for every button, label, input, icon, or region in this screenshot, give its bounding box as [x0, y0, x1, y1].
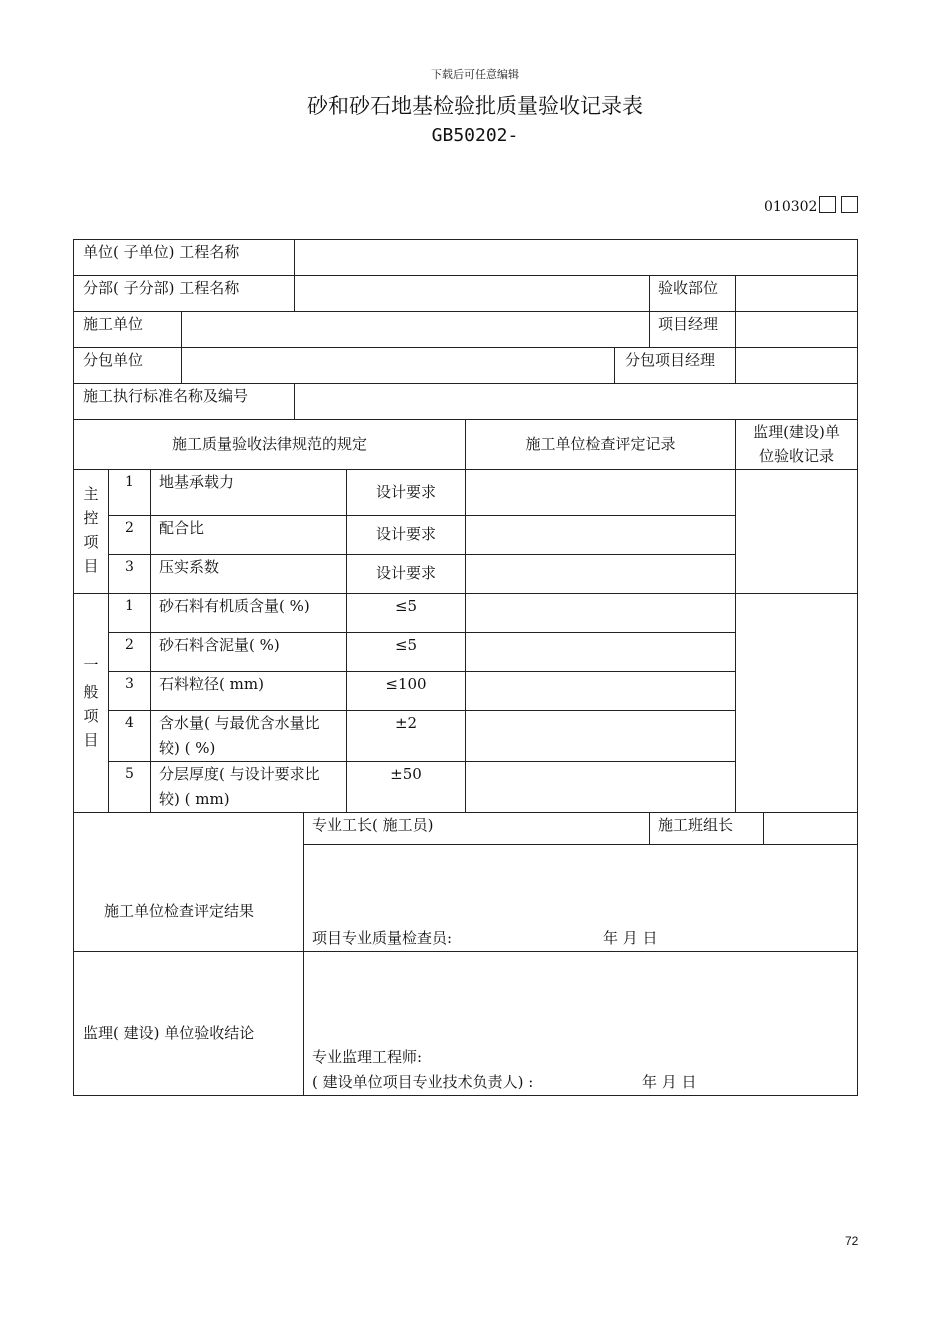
main-items-group-char: 目 [83, 557, 99, 575]
team-leader-label: 施工班组长 [658, 816, 734, 834]
team-leader-field[interactable] [764, 813, 857, 844]
general-item-number: 1 [125, 598, 134, 614]
general-item-name-line2: 较) ( %) [159, 739, 216, 757]
construction-result-label: 施工单位检查评定结果 [104, 902, 255, 920]
main-item-number: 3 [125, 559, 134, 575]
supervision-conclusion-label: 监理( 建设) 单位验收结论 [83, 1024, 255, 1042]
construction-unit-field[interactable] [182, 312, 649, 347]
regulation-column-header: 施工质量验收法律规范的规定 [171, 435, 367, 453]
general-item-requirement: ≤5 [394, 597, 418, 615]
standard-name-label: 施工执行标准名称及编号 [83, 387, 249, 405]
general-item-number: 3 [125, 676, 134, 692]
form-code: 010302 [764, 199, 818, 215]
general-item-name-line2: 较) ( mm) [159, 790, 230, 808]
main-item-number: 2 [125, 520, 134, 536]
owner-tech-lead-label: ( 建设单位项目专业技术负责人) : [312, 1073, 534, 1091]
general-item-number: 5 [125, 766, 134, 782]
main-item-name: 地基承载力 [159, 473, 235, 491]
acceptance-part-field[interactable] [736, 276, 857, 311]
main-item-number: 1 [125, 474, 134, 490]
general-item-requirement: ±2 [394, 714, 418, 732]
general-item-requirement: ≤5 [394, 636, 418, 654]
main-item-requirement: 设计要求 [375, 564, 436, 582]
acceptance-part-label: 验收部位 [658, 279, 719, 297]
general-item-name-line1: 含水量( 与最优含水量比 [159, 714, 320, 732]
general-item-name: 砂石料有机质含量( %) [159, 597, 310, 615]
general-items-group-char: 项 [83, 707, 99, 725]
main-item-name: 压实系数 [159, 558, 220, 576]
subcontract-manager-field[interactable] [736, 348, 857, 383]
subcontract-manager-label: 分包项目经理 [625, 351, 716, 369]
quality-inspector-label: 项目专业质量检查员: [312, 929, 453, 947]
main-item-requirement: 设计要求 [375, 483, 436, 501]
form-code-box-1[interactable] [819, 196, 836, 213]
general-item-name-line1: 分层厚度( 与设计要求比 [159, 765, 320, 783]
construction-check-column-header: 施工单位检查评定记录 [525, 435, 676, 453]
edit-note: 下载后可任意编辑 [431, 68, 519, 81]
construction-unit-label: 施工单位 [83, 315, 144, 333]
document-title: 砂和砂石地基检验批质量验收记录表 [307, 94, 643, 118]
subdivision-project-label: 分部( 子分部) 工程名称 [83, 279, 240, 297]
general-item-name: 砂石料含泥量( %) [159, 636, 280, 654]
unit-project-label: 单位( 子单位) 工程名称 [83, 243, 240, 261]
general-items-group-char: 般 [83, 683, 99, 701]
main-items-group-char: 主 [83, 485, 99, 503]
supervising-engineer-label: 专业监理工程师: [312, 1048, 423, 1066]
foreman-field[interactable] [466, 813, 649, 844]
inspection-date: 年 月 日 [603, 929, 658, 947]
general-item-number: 2 [125, 637, 134, 653]
main-items-group-char: 项 [83, 533, 99, 551]
standard-name-field[interactable] [295, 384, 857, 419]
main-item-requirement: 设计要求 [375, 525, 436, 543]
general-item-requirement: ≤100 [385, 675, 427, 693]
subcontract-unit-label: 分包单位 [83, 351, 144, 369]
subdivision-project-field[interactable] [295, 276, 649, 311]
supervision-column-header-line2: 位验收记录 [758, 447, 834, 465]
supervision-column-header-line1: 监理(建设)单 [753, 423, 840, 441]
main-items-group-char: 控 [83, 509, 99, 527]
project-manager-field[interactable] [736, 312, 857, 347]
project-manager-label: 项目经理 [658, 315, 719, 333]
general-item-requirement: ±50 [390, 765, 422, 783]
supervision-date: 年 月 日 [642, 1073, 697, 1091]
foreman-label: 专业工长( 施工员) [312, 816, 434, 834]
form-code-box-2[interactable] [841, 196, 858, 213]
page-number: 72 [845, 1234, 859, 1248]
general-item-name: 石料粒径( mm) [159, 675, 264, 693]
general-item-number: 4 [125, 715, 134, 731]
general-items-group-char: 目 [83, 731, 99, 749]
standard-code: GB50202- [431, 125, 519, 146]
unit-project-field[interactable] [295, 240, 857, 275]
general-items-group-char: 一 [83, 656, 99, 674]
main-item-name: 配合比 [159, 519, 205, 537]
subcontract-unit-field[interactable] [182, 348, 614, 383]
